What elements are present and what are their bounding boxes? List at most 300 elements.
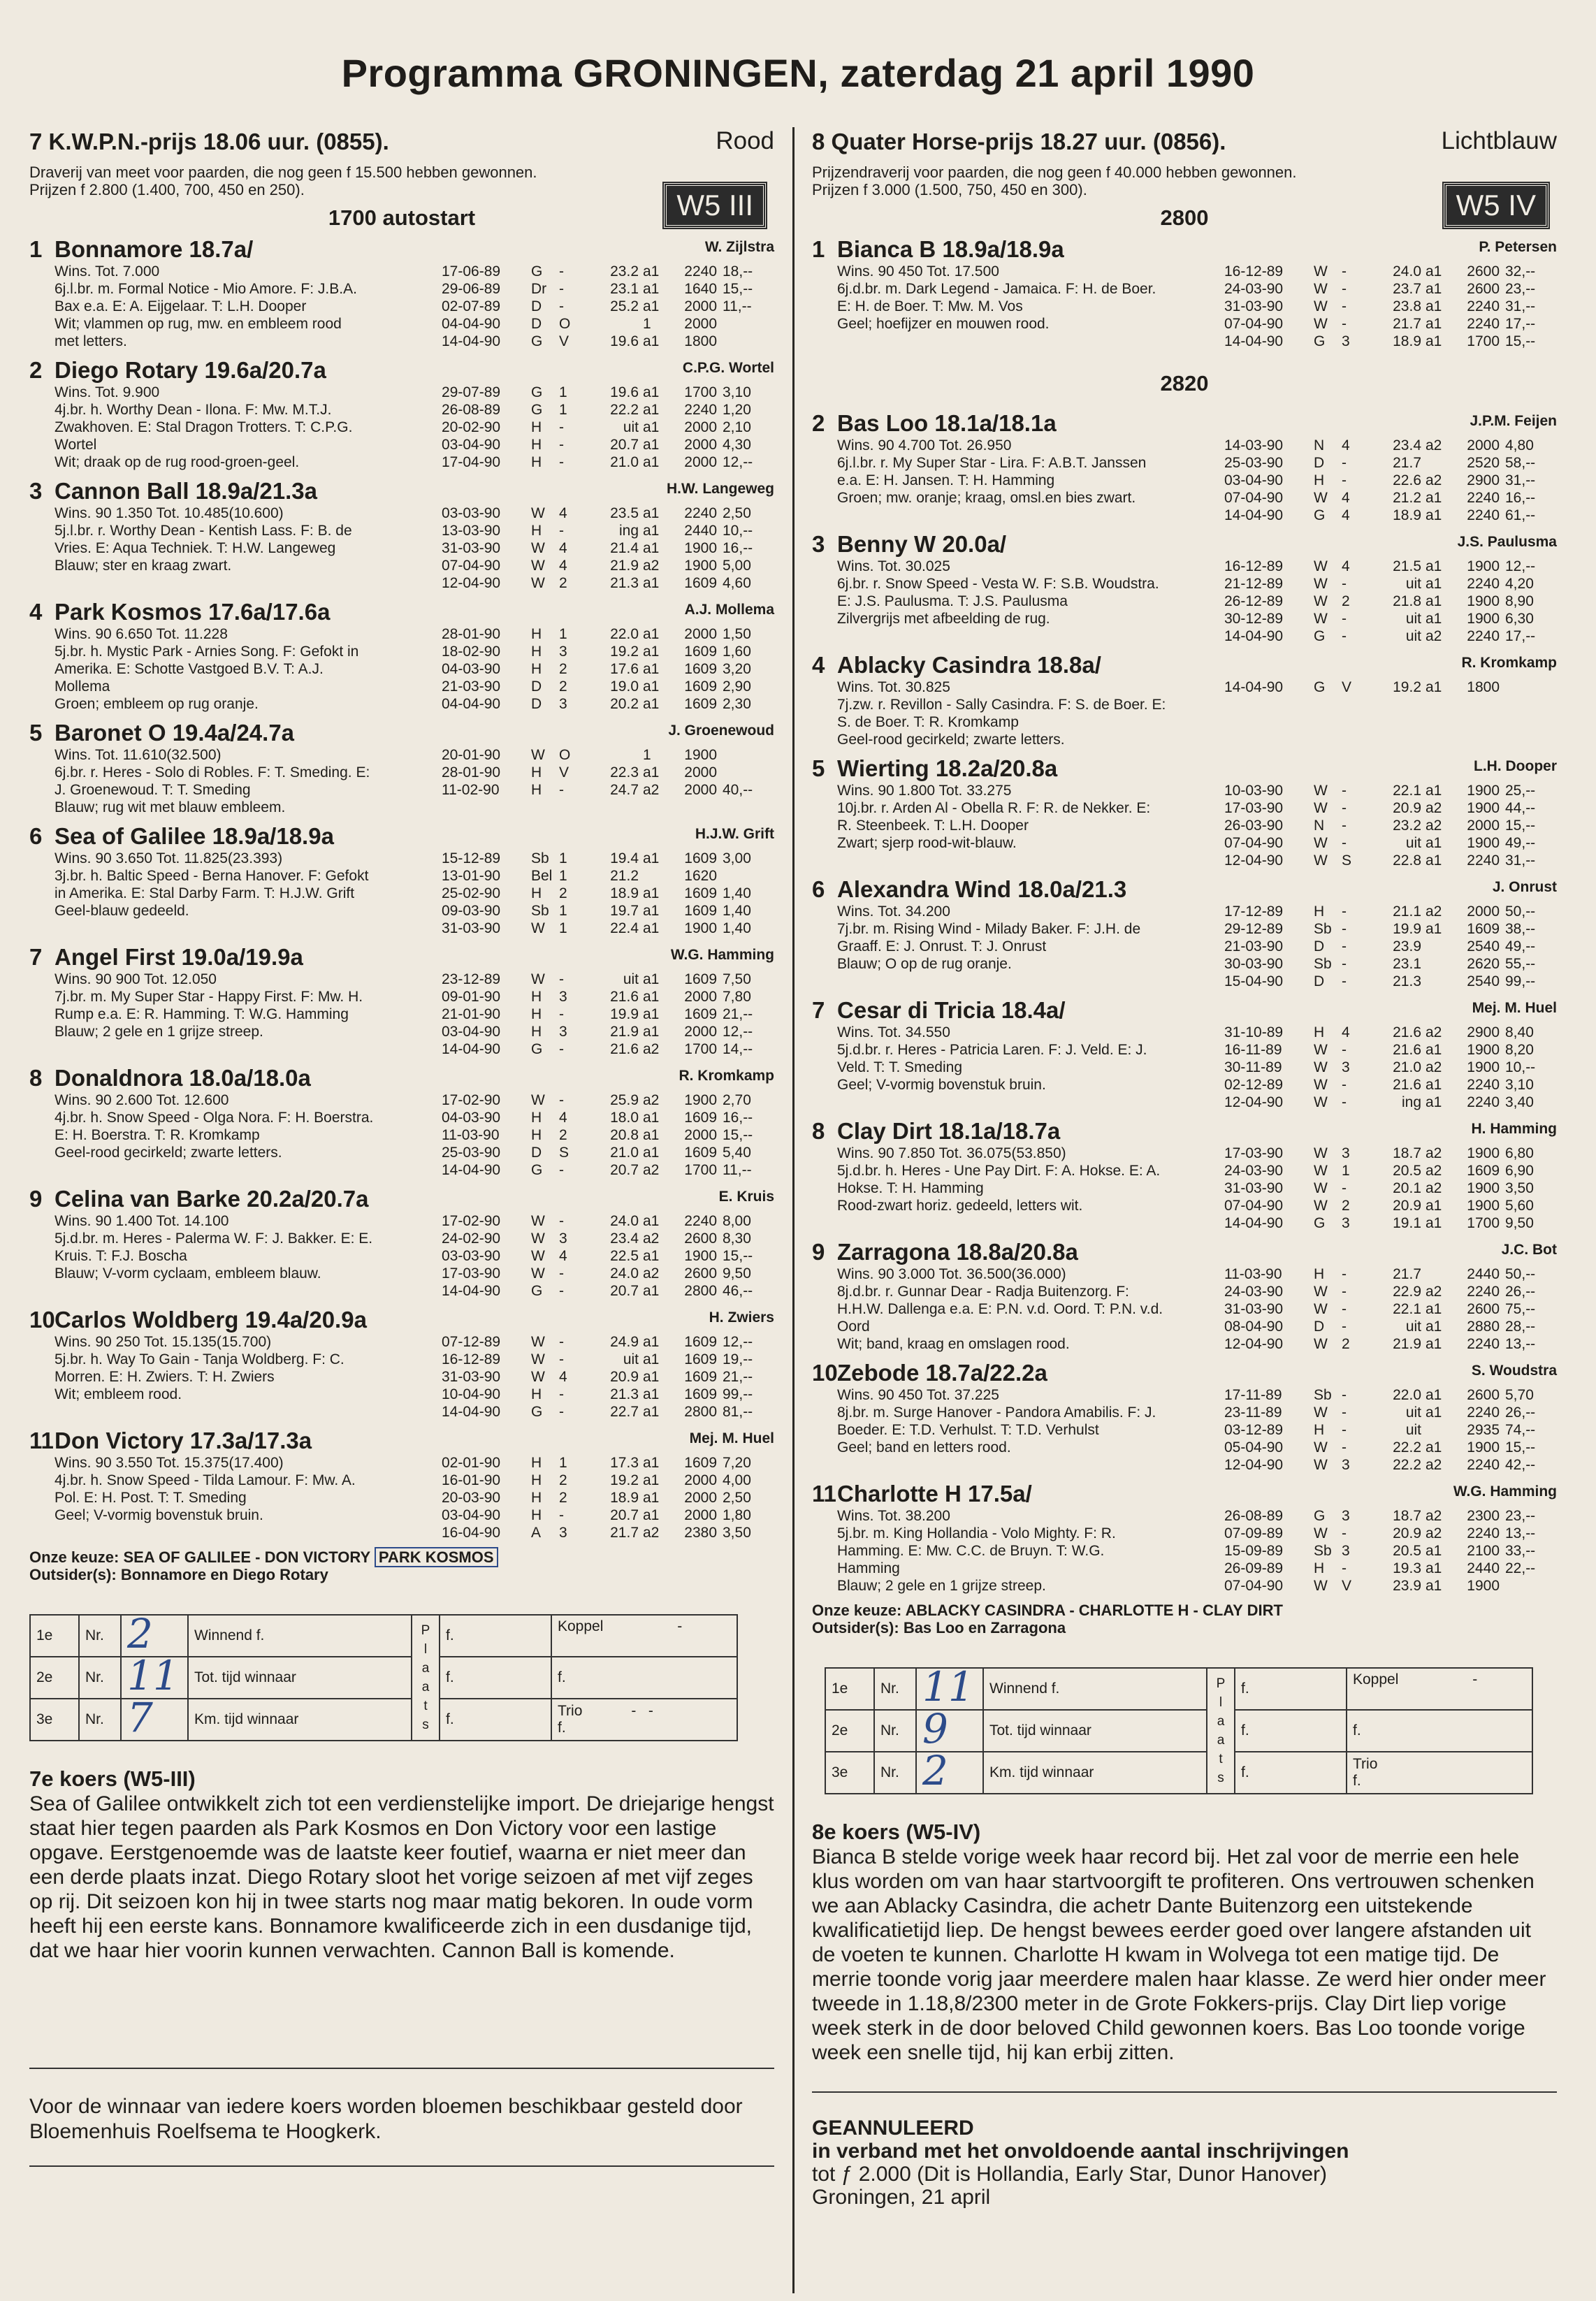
run-cell: W	[1314, 1404, 1328, 1421]
run-cell: 1	[559, 850, 567, 866]
run-cell: 1609	[684, 661, 717, 677]
run-cell: 21.0	[1393, 1059, 1421, 1075]
run-cell: a1	[1425, 1198, 1442, 1214]
run-cell: 1	[559, 1455, 567, 1471]
run-cell: a1	[643, 384, 660, 400]
run-cell: 4	[559, 505, 567, 521]
horse-info-line: 7j.br. m. My Super Star - Happy First. F: Mw. H.	[55, 989, 363, 1005]
horse-info-line: 8j.d.br. r. Gunnar Dear - Radja Buitenzorg. F:	[837, 1284, 1129, 1300]
nr-2-value[interactable]	[916, 1705, 983, 1752]
race-7-header	[29, 119, 774, 164]
run-cell: W	[1314, 1457, 1328, 1473]
race-8-horse-list-2820	[812, 410, 1557, 1595]
run-cell: 22.2	[610, 402, 639, 418]
run-cell: 1	[643, 316, 651, 332]
run-cell: 5,00	[723, 558, 751, 574]
run-cell: -	[559, 1283, 564, 1299]
horse-runs	[1224, 903, 1557, 990]
horse-body	[812, 1386, 1557, 1474]
run-cell: 23,--	[1505, 281, 1536, 297]
run-cell: 49,--	[1505, 938, 1536, 954]
run-cell: 13,--	[1505, 1525, 1536, 1541]
run-cell: W	[1314, 783, 1328, 799]
run-cell: 4,00	[723, 1472, 751, 1488]
place-1e: 1e	[30, 1615, 79, 1657]
horse-info-line: Rood-zwart horiz. gedeeld, letters wit.	[837, 1198, 1083, 1214]
run-cell: 07-04-90	[1224, 1198, 1284, 1214]
run-row	[1224, 298, 1557, 315]
horse-number: 6	[29, 823, 43, 849]
run-cell: 2	[559, 661, 567, 677]
run-row	[1224, 1386, 1557, 1404]
choice-text: SEA OF GALILEE - DON VICTORY	[123, 1548, 370, 1566]
horse-info-line: 10j.br. r. Arden Al - Obella R. F: R. de Nekker. E:	[837, 800, 1151, 816]
run-cell: G	[1314, 628, 1326, 644]
run-cell: 4,30	[723, 437, 751, 453]
run-cell: 28-01-90	[442, 764, 501, 781]
run-cell: 58,--	[1505, 455, 1536, 471]
run-row	[1224, 1318, 1557, 1335]
run-cell: -	[559, 971, 564, 987]
horse-info-line: Wit; embleem rood.	[55, 1386, 182, 1402]
run-cell: 21.7	[1393, 316, 1421, 332]
plaats-label: P l a a t s	[412, 1615, 440, 1741]
horse-name-row	[29, 720, 774, 746]
run-row	[442, 1489, 774, 1507]
horse-info-line: S. de Boer. T: R. Kromkamp	[837, 714, 1019, 730]
run-cell: 19.9	[610, 1006, 639, 1022]
run-cell: 3	[1342, 1215, 1350, 1231]
horse-body	[812, 437, 1557, 524]
run-cell: G	[531, 1404, 543, 1420]
run-cell	[723, 764, 774, 781]
run-cell: 1640	[684, 281, 717, 297]
horse-name: Don Victory 17.3a/17.3a	[55, 1428, 312, 1453]
horse-info	[29, 384, 442, 471]
run-cell: a2	[643, 1041, 660, 1057]
nr-3-value[interactable]	[121, 1694, 188, 1741]
horse-name-row	[812, 652, 1557, 678]
run-cell: 2440	[1467, 1266, 1500, 1282]
choice-label: Onze keuze:	[812, 1602, 902, 1619]
horse-info-line: Zilvergrijs met afbeelding de rug.	[837, 611, 1050, 627]
run-cell: 12,--	[723, 1024, 753, 1040]
run-cell: V	[1342, 679, 1352, 695]
run-cell: 2000	[1467, 818, 1500, 834]
run-cell: 1	[559, 903, 567, 919]
run-cell: a1	[643, 419, 660, 435]
run-cell: 4	[1342, 507, 1350, 523]
run-cell	[1425, 454, 1452, 472]
run-cell: 25.9	[610, 1092, 639, 1108]
horse-entry	[812, 410, 1557, 524]
race-7-analysis	[29, 1766, 774, 1963]
run-cell: 19.4	[610, 850, 639, 866]
horse-info-line: Pol. E: H. Post. T: T. Smeding	[55, 1490, 247, 1506]
run-cell: 25-03-90	[1224, 455, 1284, 471]
run-cell: a1	[643, 333, 660, 349]
run-cell: 1609	[684, 1351, 717, 1367]
run-cell: 2240	[1467, 316, 1500, 332]
run-cell: 24-03-90	[1224, 281, 1284, 297]
race-8-badge: W5 IV	[1444, 183, 1548, 228]
run-cell: a2	[1425, 903, 1442, 920]
run-row	[1224, 782, 1557, 799]
horse-info-line: e.a. E: H. Jansen. T: H. Hamming	[837, 472, 1055, 488]
horse-entry	[812, 876, 1557, 990]
run-cell: 3	[559, 1525, 567, 1541]
horse-runs	[1224, 558, 1557, 645]
horse-info-line: Amerika. E: Schotte Vastgoed B.V. T: A.J.	[55, 661, 324, 677]
run-cell: 19.2	[1393, 679, 1421, 695]
run-cell: 25-02-90	[442, 885, 501, 901]
koppel-cell: Koppel -	[1347, 1668, 1532, 1710]
run-cell: W	[531, 1334, 545, 1350]
run-cell: 2	[559, 885, 567, 901]
run-cell: 2000	[684, 419, 717, 435]
run-cell: V	[559, 333, 570, 349]
run-cell: 21.2	[610, 868, 639, 884]
run-cell: 16,--	[723, 1110, 753, 1126]
trio-label: Trio	[558, 1703, 583, 1719]
run-cell: 09-03-90	[442, 903, 501, 919]
run-cell: -	[559, 1213, 564, 1229]
horse-body	[812, 1145, 1557, 1232]
horse-body	[29, 625, 774, 713]
run-cell: a1	[1425, 490, 1442, 506]
run-cell: 4	[559, 558, 567, 574]
horse-number: 3	[29, 478, 43, 504]
run-cell: Bel	[531, 868, 553, 884]
horse-info-line: Wins. 90 6.650 Tot. 11.228	[55, 626, 228, 642]
horse-info-line: Geel-rood gecirkeld; zwarte letters.	[837, 732, 1065, 748]
run-cell: uit	[623, 419, 639, 435]
run-cell: 10,--	[1505, 1059, 1536, 1075]
horse-name-row	[29, 1065, 774, 1091]
run-cell: 18.9	[1393, 507, 1421, 523]
run-cell: 5,60	[1505, 1198, 1534, 1214]
run-cell: 19.6	[610, 384, 639, 400]
horse-number: 2	[812, 410, 825, 436]
horse-info	[812, 1145, 1224, 1232]
run-cell: -	[559, 454, 564, 470]
horse-info	[29, 263, 442, 350]
run-cell: 3	[1342, 1145, 1350, 1161]
run-cell: a1	[1425, 835, 1442, 851]
run-cell: 15,--	[1505, 818, 1536, 834]
run-cell: Sb	[1314, 1387, 1332, 1403]
run-cell: -	[559, 1334, 564, 1350]
horse-trainer: S. Woudstra	[1471, 1363, 1557, 1379]
run-cell: 21.6	[610, 1041, 639, 1057]
horse-number: 5	[29, 720, 43, 746]
horse-info-line: Wortel	[55, 437, 97, 453]
handwritten-number: 9	[922, 1705, 948, 1752]
run-cell: 26,--	[1505, 1404, 1536, 1421]
run-cell: 22.6	[1393, 472, 1421, 488]
horse-name-row	[812, 1481, 1557, 1507]
run-row	[442, 867, 774, 885]
run-cell: 21.7	[1393, 1266, 1421, 1282]
place-2e: 2e	[30, 1657, 79, 1699]
run-cell: 4,20	[1505, 576, 1534, 592]
run-cell: 12,--	[1505, 558, 1536, 574]
run-row	[442, 333, 774, 350]
run-cell: 3	[1342, 1457, 1350, 1473]
run-cell: 1609	[1467, 921, 1500, 937]
run-cell: H	[531, 989, 542, 1005]
run-cell: 21.5	[1393, 558, 1421, 574]
run-cell: 21.3	[610, 1386, 639, 1402]
plaats-label: P l a a t s	[1207, 1668, 1235, 1794]
run-cell: 32,--	[1505, 263, 1536, 280]
run-cell: H	[531, 626, 542, 642]
run-cell: 33,--	[1505, 1543, 1536, 1559]
horse-entry	[29, 720, 774, 816]
run-row	[442, 885, 774, 902]
run-row	[1224, 1560, 1557, 1577]
run-cell: 23.9	[1393, 938, 1421, 954]
run-cell: 2	[1342, 1336, 1350, 1352]
run-row	[442, 643, 774, 660]
run-cell: W	[1314, 298, 1328, 314]
run-cell: 46,--	[723, 1283, 753, 1299]
run-cell: 22,--	[1505, 1560, 1536, 1576]
run-cell: 1900	[1467, 1042, 1500, 1058]
run-cell: 14-04-90	[1224, 333, 1284, 349]
run-row	[1224, 678, 1557, 696]
run-cell: W	[1314, 800, 1328, 816]
run-cell: a2	[1425, 1284, 1442, 1300]
run-cell: -	[1342, 455, 1347, 471]
run-cell: 20-02-90	[442, 419, 501, 435]
run-cell: 21,--	[723, 1006, 753, 1022]
run-cell: 7,50	[723, 971, 751, 987]
horse-body	[29, 505, 774, 592]
run-cell: D	[1314, 938, 1325, 954]
nr-1-value[interactable]	[121, 1610, 188, 1657]
race-7-badge: W5 III	[664, 183, 766, 228]
run-cell: 26-09-89	[1224, 1560, 1284, 1576]
run-cell: 40,--	[723, 782, 753, 798]
run-cell: -	[1342, 1042, 1347, 1058]
run-cell: 21.6	[1393, 1077, 1421, 1093]
run-cell: 1900	[1467, 1145, 1500, 1161]
run-cell: W	[1314, 1301, 1328, 1317]
run-cell: -	[1342, 818, 1347, 834]
run-row	[1224, 333, 1557, 350]
run-cell: a1	[643, 1351, 660, 1367]
run-cell: -	[1342, 903, 1347, 920]
run-cell: 18,--	[723, 263, 753, 280]
run-cell: 20.1	[1393, 1180, 1421, 1196]
run-cell: a1	[643, 850, 660, 866]
nr-label: Nr.	[874, 1710, 916, 1752]
horse-info	[812, 678, 1224, 748]
run-cell: 2000	[684, 1024, 717, 1040]
run-cell: 19.6	[610, 333, 639, 349]
run-cell: a2	[1425, 800, 1442, 816]
run-cell: 15-04-90	[1224, 973, 1284, 989]
run-cell: 17.3	[610, 1455, 639, 1471]
run-cell: 1,40	[723, 903, 751, 919]
cancel-line-2: Groningen, 21 april	[812, 2186, 991, 2209]
horse-runs	[442, 625, 774, 713]
horse-trainer: J.P.M. Feijen	[1470, 413, 1557, 429]
run-cell	[587, 746, 643, 764]
horse-body	[29, 263, 774, 350]
run-cell: a1	[643, 678, 660, 695]
handwritten-number: 11	[127, 1652, 179, 1699]
run-row	[1224, 1041, 1557, 1059]
run-cell: 04-03-90	[442, 661, 501, 677]
run-cell: W	[1314, 1094, 1328, 1110]
horse-number: 6	[812, 876, 825, 902]
nr-2-value[interactable]	[121, 1652, 188, 1699]
nr-1-value[interactable]	[916, 1663, 983, 1711]
run-cell: 17-03-90	[442, 1265, 501, 1282]
run-cell: 24.0	[610, 1213, 639, 1229]
horse-trainer: C.P.G. Wortel	[682, 360, 774, 376]
run-cell: 2000	[684, 989, 717, 1005]
run-row	[1224, 1179, 1557, 1197]
run-cell: W	[1314, 1336, 1328, 1352]
run-row	[442, 902, 774, 920]
run-cell: 22.9	[1393, 1284, 1421, 1300]
run-cell: 4	[559, 540, 567, 556]
horse-info-line: Wins. Tot. 34.550	[837, 1024, 950, 1040]
horse-info-line: Wins. 90 7.850 Tot. 36.075(53.850)	[837, 1145, 1066, 1161]
run-cell: 2000	[684, 316, 717, 332]
horse-trainer: R. Kromkamp	[1461, 655, 1557, 671]
run-cell: 23-12-89	[442, 971, 501, 987]
run-cell: W	[531, 1265, 545, 1282]
run-cell: 3,10	[1505, 1077, 1534, 1093]
run-cell: 05-04-90	[1224, 1439, 1284, 1456]
run-cell: 1900	[1467, 800, 1500, 816]
run-cell: D	[531, 678, 542, 695]
koppel-f: f.	[551, 1657, 737, 1699]
run-cell: W	[1314, 1198, 1328, 1214]
run-cell: -	[559, 1041, 564, 1057]
run-cell: H	[531, 523, 542, 539]
run-cell: a1	[1425, 783, 1442, 799]
horse-name-row	[29, 1428, 774, 1454]
run-cell: 14-04-90	[1224, 507, 1284, 523]
run-cell: 99,--	[723, 1386, 753, 1402]
run-cell: 09-01-90	[442, 989, 501, 1005]
horse-trainer: R. Kromkamp	[679, 1068, 774, 1084]
horse-info-line: Blauw; O op de rug oranje.	[837, 956, 1012, 972]
run-row	[1224, 627, 1557, 645]
run-cell: 1900	[684, 1248, 717, 1264]
run-row	[442, 971, 774, 988]
trio-cell: Trio - - f.	[551, 1699, 737, 1741]
horse-body	[812, 782, 1557, 869]
horse-name: Bianca B 18.9a/18.9a	[837, 236, 1064, 262]
race-8-title: 8 Quater Horse-prijs 18.27 uur. (0856).	[812, 129, 1226, 154]
horse-name-row	[812, 236, 1557, 263]
horse-info-line: 6j.br. r. Snow Speed - Vesta W. F: S.B. Woudstra.	[837, 576, 1159, 592]
run-row	[1224, 593, 1557, 610]
run-cell: 16-12-89	[442, 1351, 501, 1367]
place-2e: 2e	[825, 1710, 874, 1752]
run-row	[1224, 1145, 1557, 1162]
run-cell: 2240	[1467, 852, 1500, 869]
run-row	[442, 1144, 774, 1161]
run-cell: W	[1314, 1578, 1328, 1594]
run-cell: a1	[643, 298, 660, 314]
run-cell: a2	[1425, 1163, 1442, 1179]
run-cell: 2600	[684, 1265, 717, 1282]
run-cell: 17-04-90	[442, 454, 501, 470]
horse-body	[812, 678, 1557, 748]
run-row	[1224, 1162, 1557, 1179]
run-cell: 19.9	[1393, 921, 1421, 937]
run-cell: 21.6	[1393, 1042, 1421, 1058]
horse-info-line: R. Steenbeek. T: L.H. Dooper	[837, 818, 1029, 834]
horse-runs	[1224, 1507, 1557, 1595]
race-8-horse-list-2800	[812, 236, 1557, 350]
race-7-horse-list	[29, 236, 774, 1541]
run-cell: W	[1314, 1145, 1328, 1161]
run-cell: 1900	[684, 747, 717, 763]
horse-info	[812, 1507, 1224, 1595]
run-cell: a1	[1425, 1404, 1442, 1421]
race-8-result-table	[825, 1663, 1533, 1794]
horse-runs	[1224, 1386, 1557, 1474]
run-cell: 19.3	[1393, 1560, 1421, 1576]
handwritten-number: 2	[127, 1610, 153, 1657]
koppel-label: Koppel	[558, 1618, 604, 1634]
run-row	[442, 1126, 774, 1144]
horse-name-row	[29, 823, 774, 850]
run-cell: 16-11-89	[1224, 1042, 1282, 1058]
divider-line	[812, 2091, 1557, 2093]
run-cell: 15,--	[723, 1127, 753, 1143]
run-cell: -	[1342, 938, 1347, 954]
run-cell: -	[559, 1006, 564, 1022]
run-cell: 12-04-90	[442, 575, 501, 591]
nr-3-value[interactable]	[916, 1747, 983, 1794]
horse-entry	[29, 1186, 774, 1300]
run-cell: 2	[559, 1490, 567, 1506]
horse-trainer: Mej. M. Huel	[1472, 1000, 1557, 1016]
horse-entry	[29, 1065, 774, 1179]
run-cell: 2240	[1467, 576, 1500, 592]
run-cell: 19.7	[610, 903, 639, 919]
run-cell: 17,--	[1505, 316, 1536, 332]
page-title: Programma GRONINGEN, zaterdag 21 april 1990	[341, 51, 1255, 95]
horse-entry	[29, 823, 774, 937]
horse-info	[812, 558, 1224, 645]
run-row	[1224, 437, 1557, 454]
horse-info-line: Wins. 90 900 Tot. 12.050	[55, 971, 217, 987]
run-cell: 2000	[684, 1507, 717, 1523]
horse-body	[29, 1091, 774, 1179]
horse-info-line: H.H.W. Dallenga e.a. E: P.N. v.d. Oord. T: P.N. v.d.	[837, 1301, 1163, 1317]
run-cell: 2,30	[723, 696, 751, 712]
horse-number: 8	[812, 1118, 825, 1144]
run-cell: 2620	[1467, 956, 1500, 972]
run-cell: W	[1314, 281, 1328, 297]
run-cell: 14-04-90	[442, 1404, 501, 1420]
run-cell: a2	[1425, 628, 1442, 644]
run-cell: 2,50	[723, 1490, 751, 1506]
horse-body	[29, 971, 774, 1058]
horse-info-line: E: H. de Boer. T: Mw. M. Vos	[837, 298, 1023, 314]
run-cell: a1	[643, 1507, 660, 1523]
